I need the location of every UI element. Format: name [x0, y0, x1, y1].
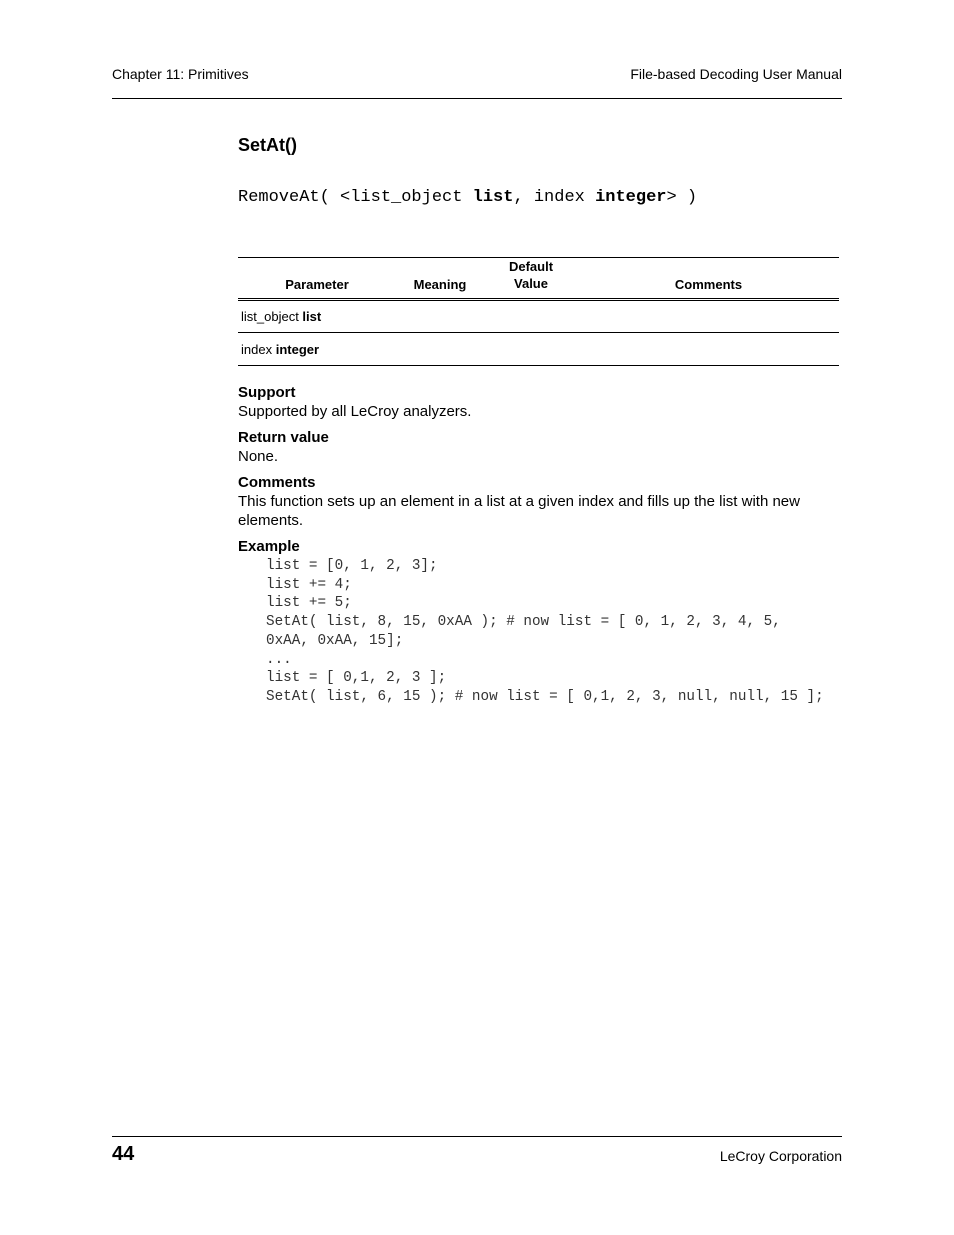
meaning-cell — [396, 333, 484, 366]
example-heading: Example — [238, 538, 300, 555]
support-heading: Support — [238, 384, 296, 401]
page-number: 44 — [112, 1143, 135, 1165]
function-signature — [238, 188, 697, 207]
comments-cell — [578, 333, 839, 366]
signature-mid: , index — [513, 188, 596, 207]
col-header-comments: Comments — [578, 258, 839, 300]
param-type: index — [241, 341, 276, 357]
code-line: list = [ 0,1, 2, 3 ]; — [266, 670, 447, 687]
footer-rule — [112, 1136, 842, 1137]
table-row — [238, 300, 839, 333]
param-name: integer — [275, 341, 320, 357]
param-type: list_object — [241, 309, 303, 324]
col-header-default-value: Default Value — [484, 258, 578, 300]
signature-prefix: RemoveAt( <list_object — [238, 188, 473, 207]
signature-suffix: > ) — [666, 188, 698, 207]
comments-heading: Comments — [238, 474, 316, 491]
section-title: SetAt() — [238, 135, 297, 155]
param-name: list — [302, 309, 322, 324]
signature-param-2: integer — [595, 188, 667, 207]
default-cell — [484, 333, 578, 366]
code-line: ... — [266, 651, 292, 668]
table-header-row — [238, 258, 839, 300]
param-cell — [238, 300, 396, 333]
return-value-heading: Return value — [238, 429, 329, 446]
header-manual-title: File-based Decoding User Manual — [630, 66, 842, 82]
code-line: SetAt( list, 8, 15, 0xAA ); # now list = [ 0, 1, 2, 3, 4, 5, — [266, 614, 781, 631]
code-line: SetAt( list, 6, 15 ); # now list = [ 0,1, 2, 3, null, null, 15 ]; — [266, 688, 824, 705]
code-line: list += 5; — [266, 595, 352, 612]
support-text: Supported by all LeCroy analyzers. — [238, 403, 472, 420]
table-row — [238, 333, 839, 366]
footer-company: LeCroy Corporation — [719, 1148, 842, 1164]
header-chapter: Chapter 11: Primitives — [112, 66, 249, 82]
param-cell — [238, 333, 396, 366]
signature-param-1: list — [472, 188, 514, 207]
code-line: 0xAA, 0xAA, 15]; — [266, 632, 404, 649]
return-value-section — [238, 428, 838, 466]
col-header-parameter: Parameter — [238, 258, 396, 300]
code-line: list = [0, 1, 2, 3]; — [266, 558, 438, 574]
meaning-cell — [396, 300, 484, 333]
header-rule — [112, 98, 842, 99]
example-code — [266, 557, 824, 707]
support-section — [238, 383, 838, 421]
return-value-text: None. — [238, 448, 279, 465]
comments-cell — [578, 300, 839, 333]
code-line: list += 4; — [266, 576, 352, 593]
comments-section — [238, 473, 838, 530]
parameter-table — [238, 257, 839, 366]
col-header-meaning: Meaning — [396, 258, 484, 300]
default-cell — [484, 300, 578, 333]
comments-text: This function sets up an element in a list at a given index and fills up the list with new elements. — [238, 493, 800, 529]
